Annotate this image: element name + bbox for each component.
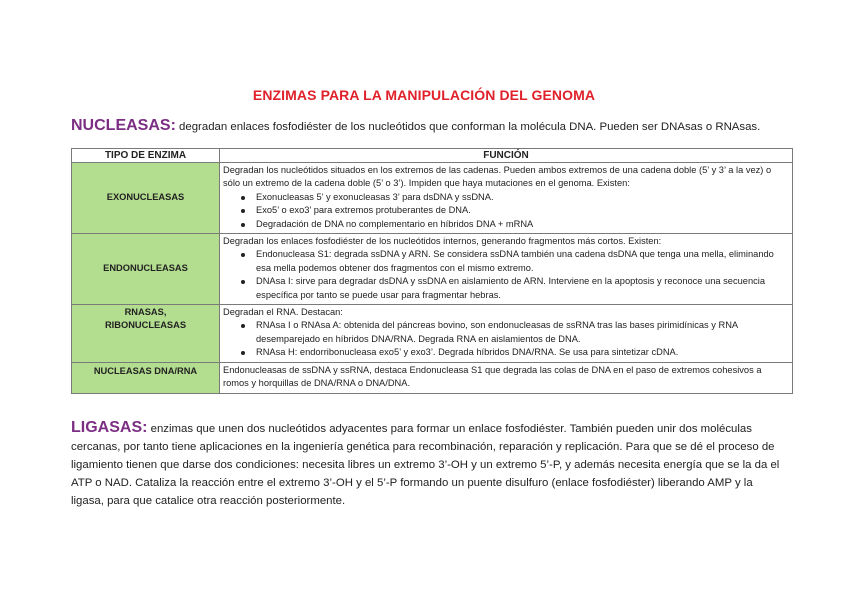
type-cell: EXONUCLEASAS	[72, 163, 220, 234]
list-item: RNAsa I o RNAsa A: obtenida del páncreas bovino, son endonucleasas de ssRNA tras las bases pirimidínicas y RNA desemparejado en híbridos DNA/RNA. Degrada RNA en aislamientos de DNA.	[256, 319, 789, 346]
type-cell: ENDONUCLEASAS	[72, 234, 220, 305]
list-item: Degradación de DNA no complementario en híbridos DNA + mRNA	[256, 218, 789, 231]
function-cell	[220, 362, 793, 393]
list-item: DNAsa I: sirve para degradar dsDNA y ssDNA en aislamiento de ARN. Interviene en la apoptosis y reconoce una secuencia específica por tanto se puede usar para fragmentar hebras.	[256, 275, 789, 302]
table-row-endonucleasas	[72, 234, 793, 305]
page-title: ENZIMAS PARA LA MANIPULACIÓN DEL GENOMA	[252, 87, 596, 103]
table-row-nucleasas-dna-rna	[72, 362, 793, 393]
bullet-list	[223, 191, 789, 231]
list-item: RNAsa H: endorribonucleasa exo5’ y exo3’. Degrada híbridos DNA/RNA. Se usa para sintetizar cDNA.	[256, 346, 789, 359]
function-cell	[220, 163, 793, 234]
type-cell: NUCLEASAS DNA/RNA	[72, 362, 220, 393]
ligasas-heading: LIGASAS:	[71, 419, 148, 436]
function-cell	[220, 234, 793, 305]
nucleasas-text: degradan enlaces fosfodiéster de los nucleótidos que conforman la molécula DNA. Pueden ser DNAsas o RNAsas.	[175, 121, 761, 133]
function-cell	[220, 305, 793, 363]
function-text: Degradan los enlaces fosfodiéster de los nucleótidos internos, generando fragmentos más cortos. Existen:	[223, 236, 662, 247]
list-item: Endonucleasa S1: degrada ssDNA y ARN. Se considera ssDNA también una cadena dsDNA que tenga una mella, eliminando esa mella podemos obtener dos fragmentos con el mismo extremo.	[256, 248, 789, 275]
table-row-rnasas	[72, 305, 793, 363]
bullet-list	[223, 248, 789, 302]
function-text: Endonucleasas de ssDNA y ssRNA, destaca Endonucleasa S1 que degrada las colas de DNA en el paso de extremos cohesivos a romos y horquillas de DNA/RNA o DNA/DNA.	[223, 364, 762, 389]
nucleasas-intro	[71, 117, 791, 136]
function-text: Degradan los nucleótidos situados en los extremos de las cadenas. Pueden ambos extremos de una cadena doble (5’ y 3’ a la vez) o sólo un extremo de la cadena doble (5’ o 3’). Impiden que haya mutaciones en el genoma. Existen:	[223, 165, 772, 189]
table-header-row	[72, 149, 793, 163]
header-type: TIPO DE ENZIMA	[72, 149, 220, 163]
ligasas-paragraph	[71, 419, 783, 511]
table-row-exonucleasas	[72, 163, 793, 234]
ligasas-text: enzimas que unen dos nucleótidos adyacentes para formar un enlace fosfodiéster. También pueden unir dos moléculas cercanas, por tanto tiene aplicaciones en la ingeniería genética para recombinación, reparación y replicación. Para que se dé el proceso de ligamiento tienen que darse dos condiciones: necesita libres un extremo 3’-OH y un extremo 5’-P, y además necesita energía que se la da el ATP o NAD. Cataliza la reacción entre el extremo 3’-OH y el 5’-P formando un puente disulfuro (enlace fosfodiéster) liberando AMP y la ligasa, para que catalice otra reacción posteriormente.	[71, 423, 780, 507]
nucleasas-heading: NUCLEASAS:	[71, 117, 176, 134]
bullet-list	[223, 319, 789, 359]
function-text: Degradan el RNA. Destacan:	[223, 307, 343, 318]
header-function: FUNCIÓN	[220, 149, 793, 163]
list-item: Exo5’ o exo3’ para extremos protuberantes de DNA.	[256, 204, 789, 217]
enzymes-table	[71, 148, 793, 394]
list-item: Exonucleasas 5’ y exonucleasas 3’ para dsDNA y ssDNA.	[256, 191, 789, 204]
type-cell: RNASAS, RIBONUCLEASAS	[72, 305, 220, 363]
